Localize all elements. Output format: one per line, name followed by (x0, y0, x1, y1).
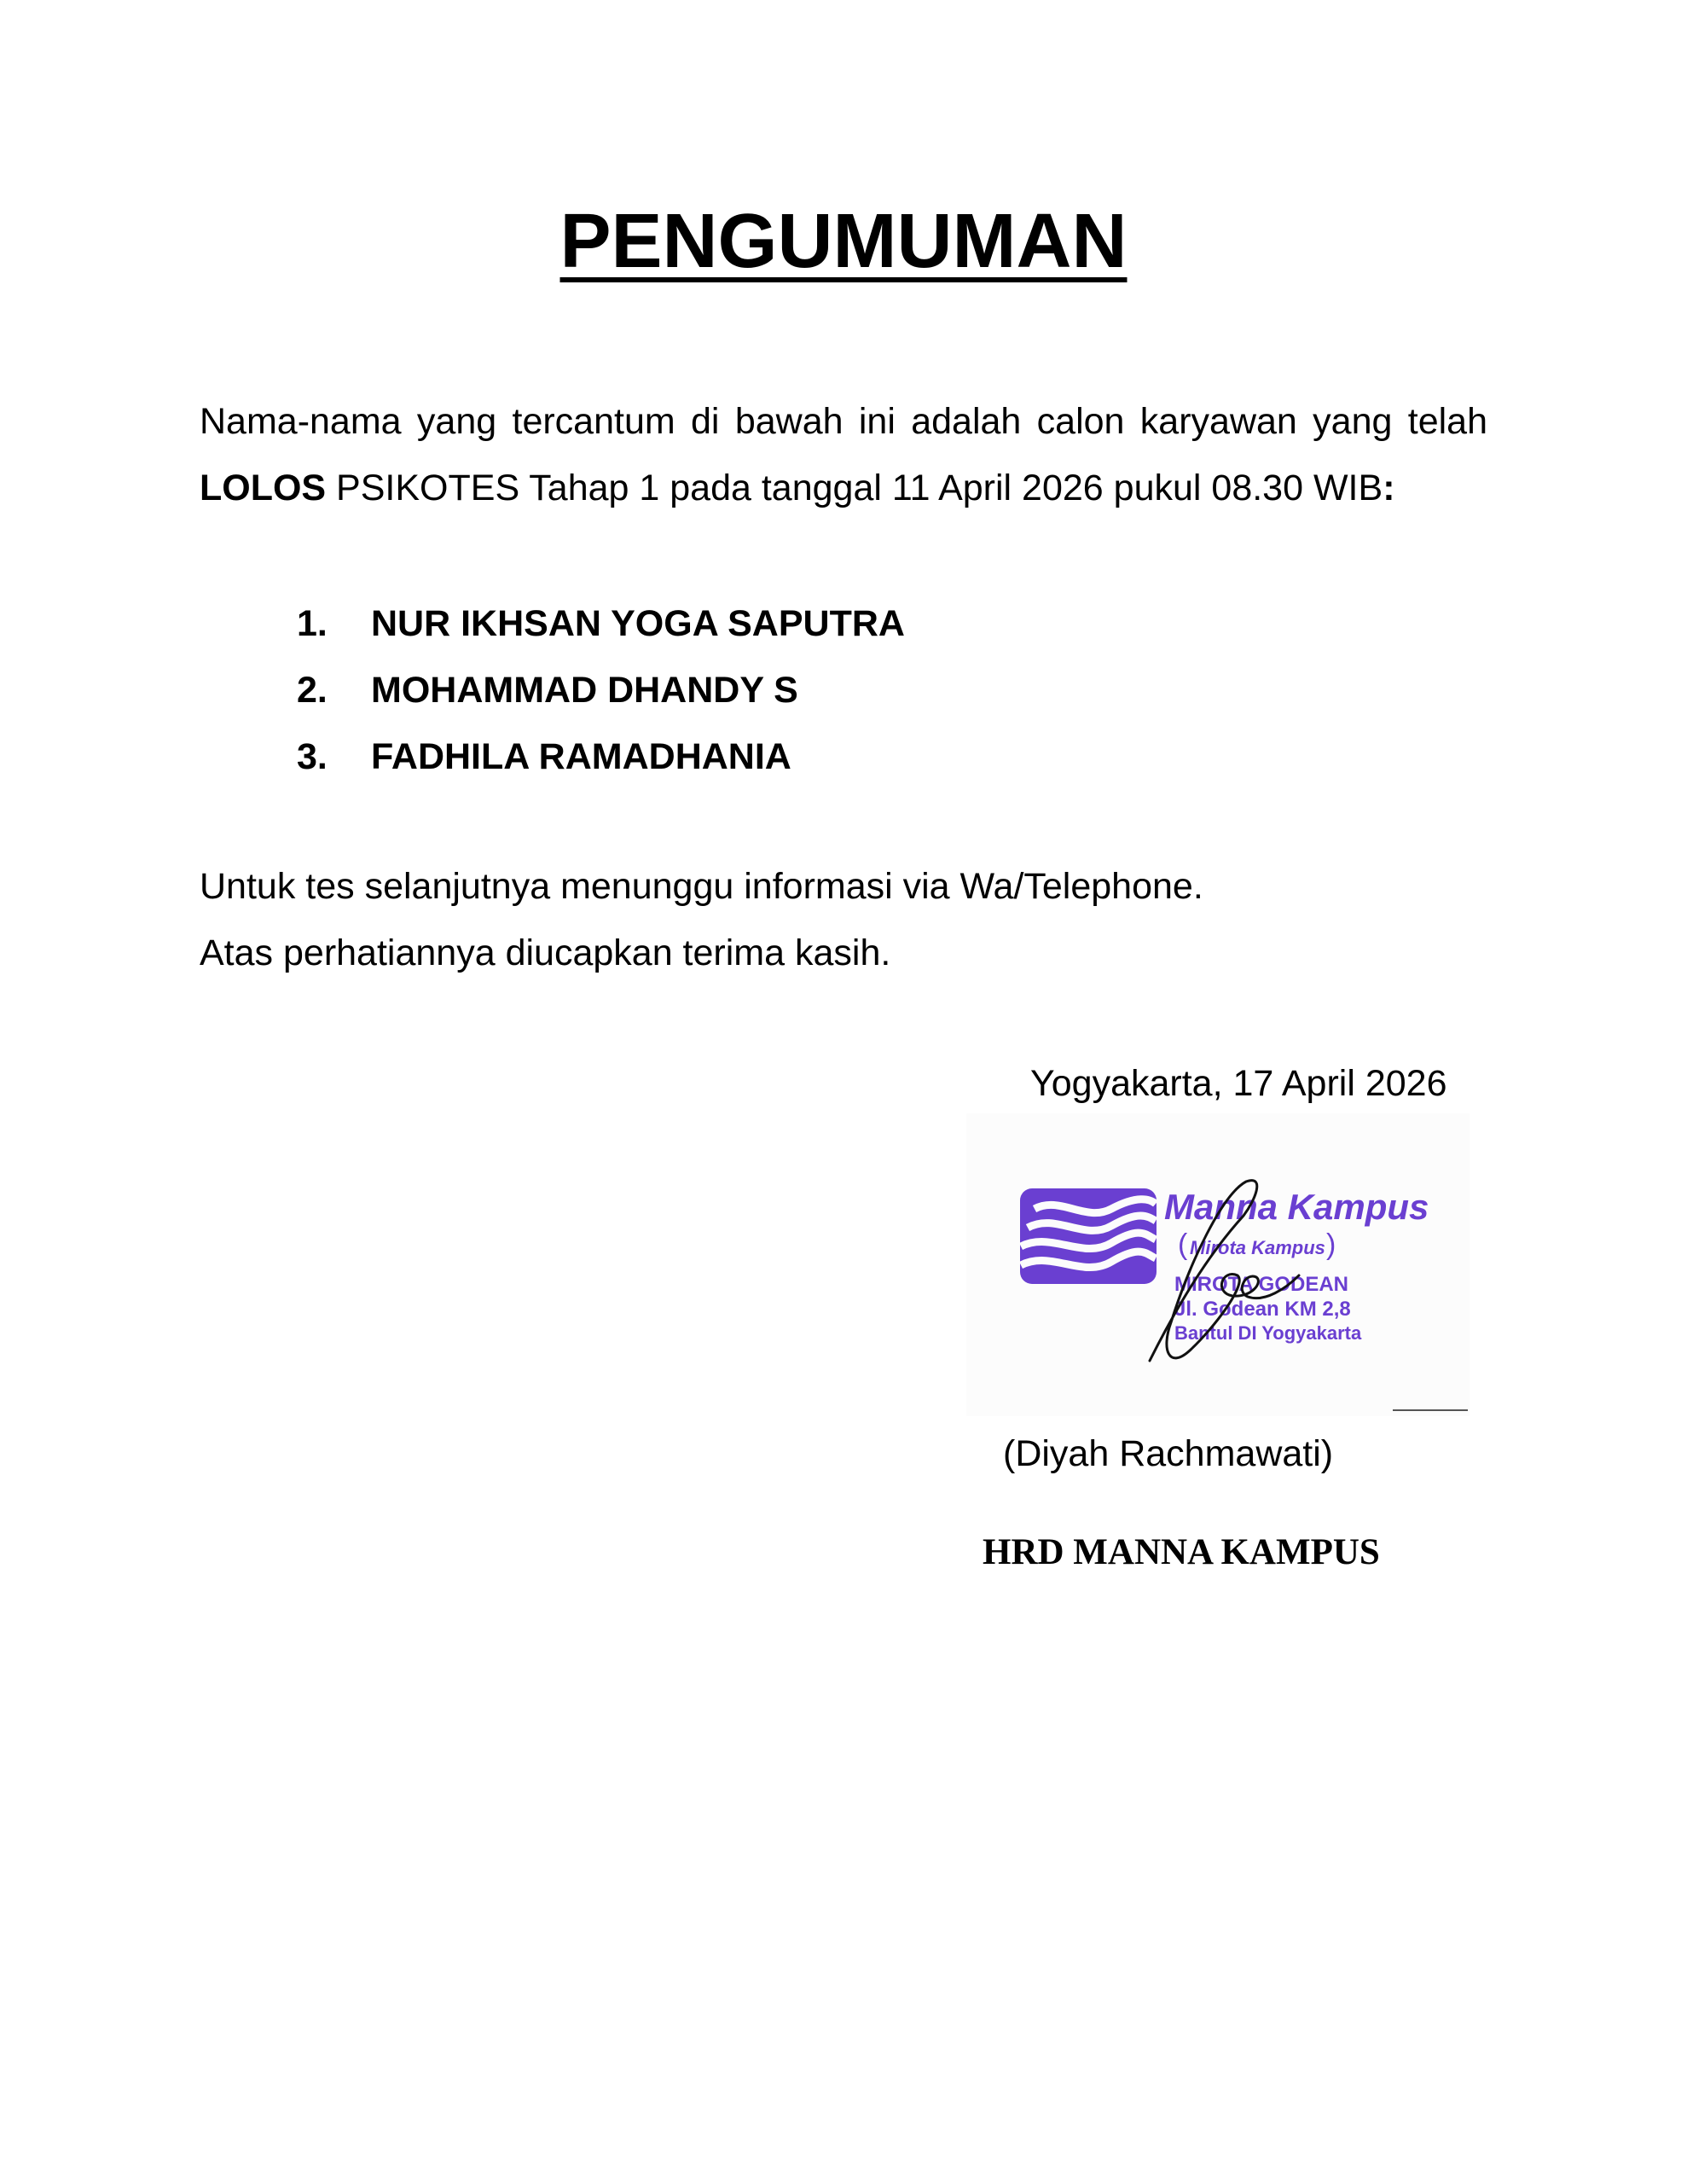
closing-line-thanks: Atas perhatiannya diucapkan terima kasih. (200, 932, 891, 973)
document-title-text: PENGUMUMAN (559, 199, 1128, 284)
stamp-brand: Manna Kampus (1164, 1187, 1429, 1227)
candidate-name: NUR IKHSAN YOGA SAPUTRA (371, 603, 905, 644)
stamp-sub-brand: Mirota Kampus (1190, 1237, 1325, 1258)
stamp-paren-open: ( (1178, 1228, 1188, 1261)
candidate-name: FADHILA RAMADHANIA (371, 736, 791, 777)
document-title (0, 195, 1687, 288)
intro-emphasis: LOLOS (200, 468, 327, 508)
candidate-item (297, 590, 905, 657)
candidate-list (297, 590, 905, 790)
intro-colon: : (1383, 468, 1395, 508)
candidate-number: 1. (297, 603, 328, 644)
company-stamp (966, 1113, 1470, 1416)
stamp-graphic (966, 1113, 1470, 1416)
candidate-name: MOHAMMAD DHANDY S (371, 670, 798, 711)
stamp-line-3: Bantul DI Yogyakarta (1174, 1322, 1362, 1344)
intro-paragraph (200, 388, 1487, 521)
intro-text-before: Nama-nama yang tercantum di bawah ini adalah calon karyawan yang telah (200, 401, 1487, 442)
stamp-paren-close: ) (1326, 1228, 1336, 1261)
stamp-line-1: MIROTA GODEAN (1174, 1273, 1348, 1296)
closing-line-next-test: Untuk tes selanjutnya menunggu informasi via Wa/Telephone. (200, 866, 1203, 907)
closing-paragraph (200, 853, 1203, 986)
place-date: Yogyakarta, 17 April 2026 (1030, 1063, 1447, 1104)
candidate-item (297, 723, 905, 790)
intro-text-after: PSIKOTES Tahap 1 pada tanggal 11 April 2026 pukul 08.30 WIB (326, 468, 1383, 508)
stamp-logo-icon (1020, 1188, 1157, 1284)
signer-name: (Diyah Rachmawati) (1003, 1433, 1334, 1474)
candidate-number: 3. (297, 736, 328, 777)
stamp-line-2: Jl. Godean KM 2,8 (1174, 1298, 1351, 1321)
signer-role: HRD MANNA KAMPUS (983, 1532, 1380, 1572)
candidate-item (297, 657, 905, 723)
candidate-number: 2. (297, 670, 328, 711)
